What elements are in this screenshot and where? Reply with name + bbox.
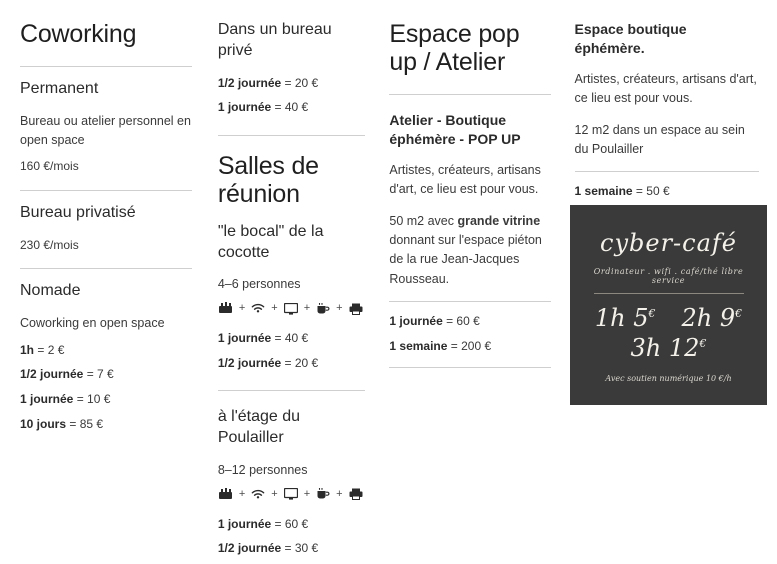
price-bureau-privatise: 230 €/mois [20,237,79,252]
rate-price: 9 [719,304,736,332]
price-value: = 20 € [281,75,319,90]
divider [389,301,550,302]
heading-bureau-prive: Dans un bureau privé [217,21,332,59]
price-value: = 30 € [281,541,319,556]
section-title-salles: Salles de réunion [217,151,319,208]
price-row [218,98,366,117]
price-row [389,337,550,356]
wifi-icon [251,489,265,500]
chalkboard-rate [631,334,707,362]
price-label: 1 journée [217,331,272,346]
amenity-icons [218,302,366,315]
desc-pre: 50 m2 avec [389,213,458,228]
chalkboard-rate [682,304,743,332]
price-row [575,182,759,201]
price-row [389,312,550,331]
divider [389,94,550,95]
plus-separator: + [303,302,311,315]
rate-price: 5 [633,304,649,332]
heading-poulailler-etage: à l'étage du Poulailler [217,408,301,447]
divider [20,66,192,67]
heading-le-bocal: "le bocal" de la cocotte [217,222,324,261]
capacity-poulailler: 8–12 personnes [217,462,308,477]
printer-icon [349,488,363,500]
desc-nomade: Coworking en open space [20,316,165,331]
plus-separator: + [238,302,246,315]
price-row [20,365,192,384]
price-row [20,415,192,434]
chalkboard-rates [580,304,757,362]
column-coworking [10,20,210,439]
plus-separator: + [336,487,343,500]
rate-currency: € [648,307,656,320]
price-label: 1 journée [217,516,272,531]
price-label: 1h [20,342,35,357]
screen-icon [284,303,298,315]
chalkboard-rate [595,304,656,332]
price-row [218,329,366,348]
cyber-cafe-chalkboard [570,205,767,405]
plus-separator: + [271,302,278,315]
price-label: 1 journée [389,314,443,329]
price-value: = 20 € [281,355,319,370]
price-label: 1 semaine [389,338,448,353]
section-title-pop-up: Espace pop up / Atelier [389,20,520,76]
price-label: 10 jours [20,416,67,431]
chalkboard-tagline: Ordinateur . wifi . café/thé libre service [593,267,744,285]
page-title: Coworking [20,20,137,48]
divider [20,268,192,269]
heading-nomade: Nomade [20,282,81,300]
heading-bureau-privatise: Bureau privatisé [20,203,136,221]
price-value: = 200 € [447,338,492,353]
price-value: = 7 € [83,367,114,382]
price-row [218,539,366,558]
rate-time: 3h [630,334,662,362]
desc-pop-up-2 [389,212,550,290]
plus-separator: + [271,487,278,500]
rate-price: 12 [668,334,700,362]
screen-icon [284,488,298,500]
divider [575,171,759,172]
plus-separator: + [336,302,343,315]
rate-time: 2h [681,304,713,332]
rate-currency: € [699,337,707,350]
chalkboard-rate-row [580,334,757,362]
price-value: = 40 € [271,331,309,346]
plus-separator: + [303,487,311,500]
divider [218,390,366,391]
price-permanent: 160 €/mois [20,159,79,174]
divider [20,190,192,191]
coffee-icon [316,303,330,315]
divider [218,135,366,136]
coffee-icon [316,488,330,500]
divider [389,367,550,368]
desc-post: donnant sur l'espace piéton de la rue Jean-Jacques Rousseau. [389,232,542,286]
rate-time: 1h [594,304,626,332]
plus-separator: + [238,487,246,500]
price-value: = 2 € [34,342,65,357]
price-label: 1/2 journée [20,367,84,382]
price-value: = 85 € [66,416,104,431]
printer-icon [349,303,363,315]
amenity-icons [218,488,366,501]
price-row [218,74,366,93]
price-label: 1 semaine [574,184,633,199]
chalkboard-rate-row [580,304,757,332]
column-salles-reunion [210,20,382,564]
chalkboard-footer: Avec soutien numérique 10 €/h [605,374,732,383]
projector-icon [218,488,233,501]
heading-atelier-boutique: Atelier - Boutique éphémère - POP UP [389,112,521,147]
chalkboard-rule [594,293,744,294]
price-label: 1 journée [217,100,272,115]
price-value: = 40 € [271,100,309,115]
price-value: = 10 € [73,392,111,407]
price-row [218,354,366,373]
price-row [218,515,366,534]
price-row [20,390,192,409]
desc-permanent: Bureau ou atelier personnel en open space [20,113,191,147]
capacity-le-bocal: 4–6 personnes [217,277,301,292]
price-value: = 60 € [442,314,480,329]
chalkboard-brand: cyber-café [600,229,737,257]
price-label: 1/2 journée [217,75,282,90]
price-label: 1/2 journée [217,541,282,556]
desc-highlight: grande vitrine [457,213,541,228]
price-label: 1 journée [20,392,74,407]
wifi-icon [251,303,265,314]
price-label: 1/2 journée [217,355,282,370]
price-value: = 50 € [632,184,670,199]
desc-boutique-2: 12 m2 dans un espace au sein du Poulailler [574,122,745,156]
column-espace-pop-up [381,20,566,378]
heading-boutique-ephemere: Espace boutique éphémère. [574,21,687,56]
desc-pop-up-1: Artistes, créateurs, artisans d'art, ce lieu est pour vous. [389,162,541,197]
price-row [20,341,192,360]
price-value: = 60 € [271,516,309,531]
projector-icon [218,302,233,315]
column-boutique-ephemere [567,20,767,207]
desc-boutique-1: Artistes, créateurs, artisans d'art, ce lieu est pour vous. [574,71,757,106]
heading-permanent: Permanent [20,80,99,97]
rate-currency: € [735,307,743,320]
